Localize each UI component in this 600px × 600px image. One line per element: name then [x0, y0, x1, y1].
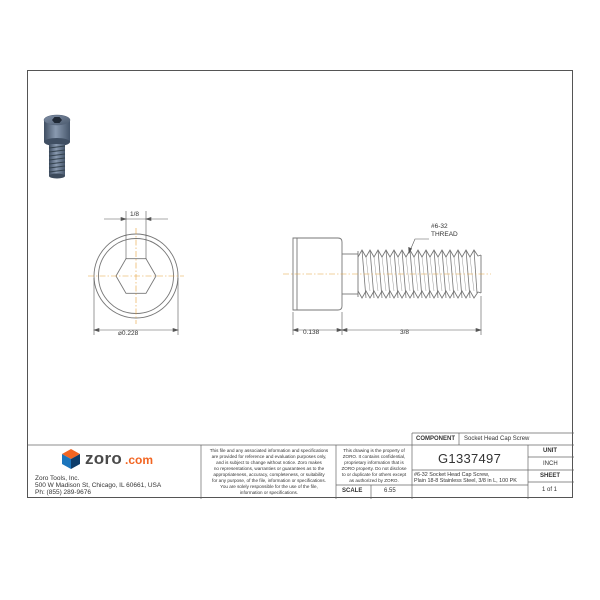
- sheet-label: SHEET: [540, 473, 561, 479]
- disclaimer-line: are provided for reference and evaluation purposes only,: [211, 454, 327, 459]
- disclaimer-line: appropriateness, accuracy, completeness, or suitability: [213, 472, 325, 477]
- disclaimer-line: You are solely responsible for the use of the file,: [220, 484, 318, 489]
- disclaimer-line: no representations, warranties or guarantees as to the: [213, 466, 325, 471]
- thread-bottom-profile: [358, 291, 481, 298]
- property-notice-line: This drawing is the property of: [343, 448, 405, 453]
- component-value: Socket Head Cap Screw: [464, 436, 530, 442]
- disclaimer-text: [203, 448, 335, 496]
- brand-logo: [60, 448, 180, 470]
- head-diameter-label: [118, 329, 138, 337]
- disclaimer-line: information or specifications.: [239, 490, 299, 495]
- zoro-cube-logo-icon: [60, 448, 82, 470]
- description-line1: #6-32 Socket Head Cap Screw,: [414, 472, 490, 478]
- company-address: 500 W Madison St, Chicago, IL 60661, USA: [35, 482, 162, 489]
- product-thumbnail: [44, 115, 70, 179]
- length-label: 3/8: [400, 329, 410, 336]
- diameter-symbol: ⌀: [118, 330, 122, 337]
- description-line2: Plain 18-8 Stainless Steel, 3/8 in L, 100 PK: [414, 478, 517, 484]
- property-notice-line: proprietary information that is: [344, 460, 404, 465]
- logo-wordmark: zoro: [85, 449, 123, 468]
- company-name: Zoro Tools, Inc.: [35, 475, 80, 482]
- property-notice-line: ZORO property. Do not disclose: [341, 466, 407, 471]
- logo-suffix: .com: [125, 453, 154, 467]
- drawing-sheet: [27, 70, 573, 498]
- thread-top-profile: [358, 250, 481, 257]
- part-number: G1337497: [438, 451, 502, 466]
- thread-callout-line2: THREAD: [431, 231, 458, 238]
- disclaimer-line: and is subject to change without notice. Zoro makes: [216, 460, 322, 465]
- scale-label: SCALE: [342, 488, 363, 494]
- unit-value: INCH: [543, 461, 558, 467]
- head-height-label: 0.138: [303, 329, 320, 336]
- property-notice-line: ZORO. It contains confidential,: [342, 454, 406, 459]
- end-view-center-lines: [88, 228, 184, 324]
- unit-label: UNIT: [543, 448, 557, 454]
- hex-width-label: 1/8: [130, 211, 140, 218]
- disclaimer-line: This file and any associated information and specifications: [209, 448, 329, 453]
- sheet-value: 1 of 1: [542, 487, 558, 493]
- property-notice-line: to or duplicate for others except: [341, 472, 407, 477]
- length-dimension: [342, 296, 481, 335]
- property-notice: [337, 448, 411, 484]
- thread-callout-line1: #6-32: [431, 223, 448, 230]
- technical-drawing: [28, 71, 574, 499]
- scale-value: 6.55: [384, 488, 396, 494]
- disclaimer-line: for any purpose, of the file, information or specifications.: [212, 478, 326, 483]
- head-diameter-value: 0.228: [121, 330, 139, 337]
- property-notice-line: as authorized by ZORO.: [349, 478, 399, 483]
- company-phone: Ph: (855) 289-9676: [35, 489, 92, 496]
- component-label: COMPONENT: [416, 436, 455, 442]
